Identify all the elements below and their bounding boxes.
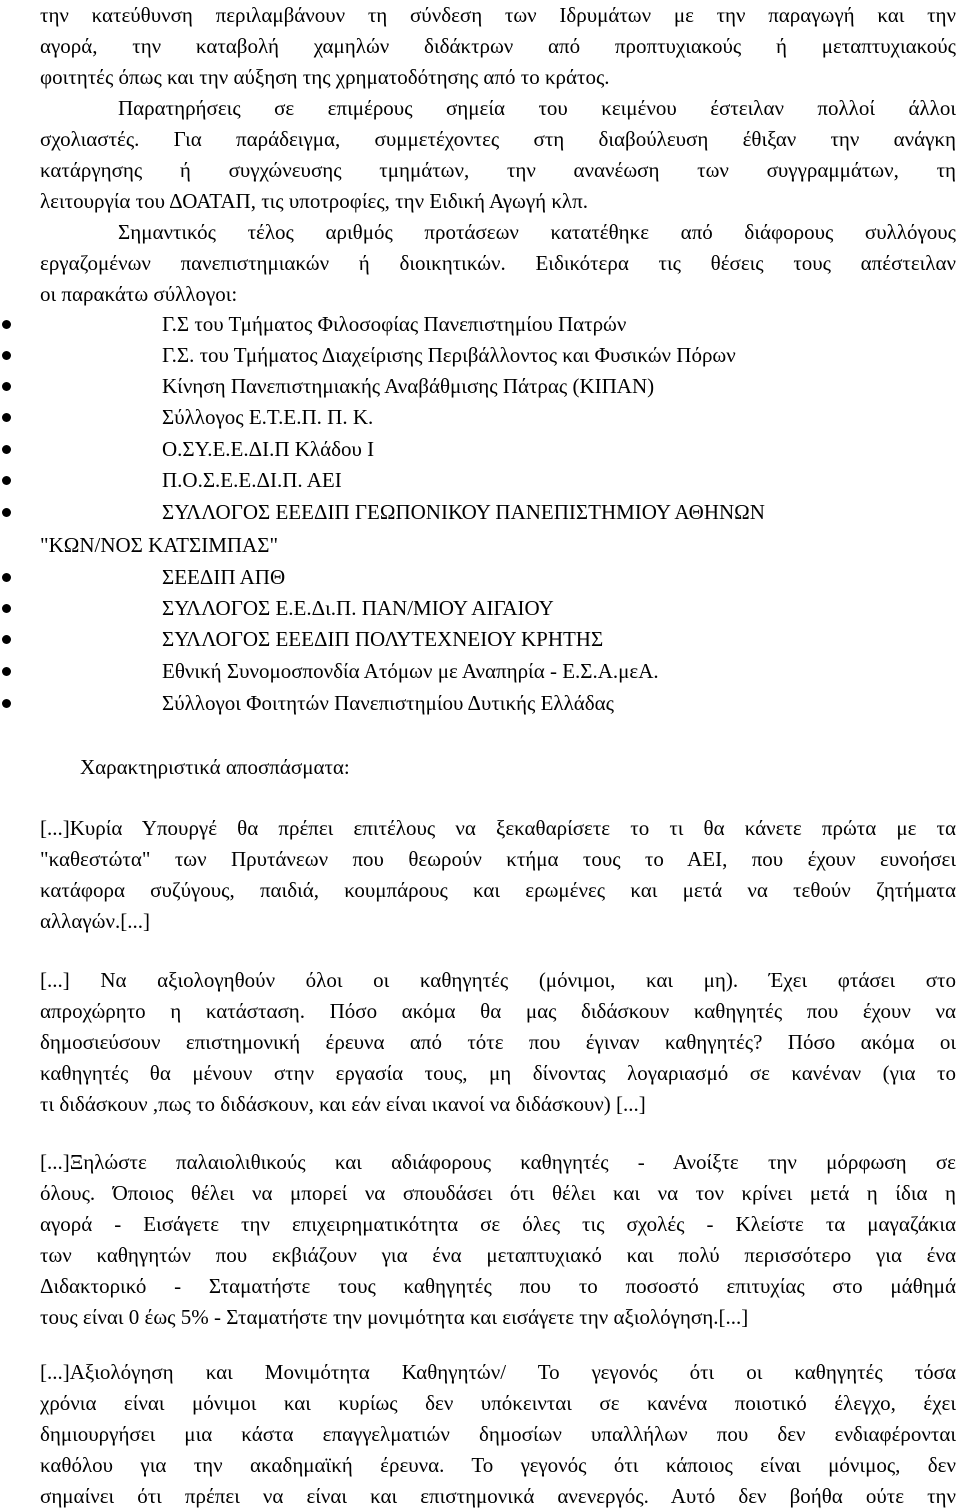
list-item xyxy=(0,309,960,340)
quote-paragraph xyxy=(40,813,956,937)
list-item xyxy=(0,434,960,465)
text-line: αγορά, την καταβολή χαμηλών διδάκτρων από προπτυχιακούς ή μεταπτυχιακούς xyxy=(40,34,956,58)
text-line: αγορά - Εισάγετε την επιχειρηματικότητα σε όλες τις σχολές - Κλείστε τα μαγαζάκια xyxy=(40,1212,956,1236)
bullet-icon xyxy=(2,635,11,644)
bullet-icon xyxy=(2,604,11,613)
text-line: Σημαντικός τέλος αριθμός προτάσεων κατατέθηκε από διάφορους συλλόγους xyxy=(118,220,956,244)
list-item xyxy=(0,465,960,496)
list-item xyxy=(0,340,960,371)
text-line: αλλαγών.[...] xyxy=(40,909,150,933)
list-item-text: Ο.ΣΥ.Ε.Ε.ΔΙ.Π Κλάδου Ι xyxy=(162,437,375,461)
text-line: Παρατηρήσεις σε επιμέρους σημεία του κειμένου έστειλαν πολλοί άλλοι xyxy=(118,96,956,120)
list-item xyxy=(0,371,960,402)
text-line: τους είναι 0 έως 5% - Σταματήστε την μονιμότητα και εισάγετε την αξιολόγηση.[...] xyxy=(40,1305,749,1329)
text-line: [...]Ξηλώστε παλαιολιθικούς και αδιάφορους καθηγητές - Ανοίξτε την μόρφωση σε xyxy=(40,1150,956,1174)
text-line: εργαζομένων πανεπιστημιακών ή διοικητικών. Ειδικότερα τις θέσεις τους απέστειλαν xyxy=(40,251,956,275)
list-item xyxy=(0,562,960,593)
text-line: όλους. Όποιος θέλει να μπορεί να σπουδάσει ότι θέλει και να τον κρίνει μετά η ίδια η xyxy=(40,1181,956,1205)
list-item xyxy=(0,497,960,528)
list-item-text: ΣΥΛΛΟΓΟΣ ΕΕΕΔΙΠ ΠΟΛΥΤΕΧΝΕΙΟΥ ΚΡΗΤΗΣ xyxy=(162,627,604,651)
bullet-icon xyxy=(2,351,11,360)
list-item xyxy=(0,593,960,624)
bullet-icon xyxy=(2,382,11,391)
list-item-text: Σύλλογος Ε.Τ.Ε.Π. Π. Κ. xyxy=(162,405,374,429)
text-line: απροχώρητο η κατάσταση. Πόσο ακόμα θα μας διδάσκουν καθηγητές που έχουν να xyxy=(40,999,956,1023)
list-item-text: Κίνηση Πανεπιστημιακής Αναβάθμισης Πάτρας (ΚΙΠΑΝ) xyxy=(162,374,655,398)
list-item-text: ΣΥΛΛΟΓΟΣ Ε.Ε.Δι.Π. ΠΑΝ/ΜΙΟΥ ΑΙΓΑΙΟΥ xyxy=(162,596,554,620)
excerpts-heading: Χαρακτηριστικά αποσπάσματα: xyxy=(80,755,350,779)
list-item-text: ΣΥΛΛΟΓΟΣ ΕΕΕΔΙΠ ΓΕΩΠΟΝΙΚΟΥ ΠΑΝΕΠΙΣΤΗΜΙΟΥ ΑΘΗΝΩΝ xyxy=(162,500,765,524)
list-item-text: Π.Ο.Σ.Ε.Ε.ΔΙ.Π. ΑΕΙ xyxy=(162,468,342,492)
text-line: [...]Αξιολόγηση και Μονιμότητα Καθηγητών/ Το γεγονός ότι οι καθηγητές τόσα xyxy=(40,1360,956,1384)
quote-paragraph xyxy=(40,1147,956,1333)
bullet-icon xyxy=(2,699,11,708)
list-item xyxy=(0,656,960,687)
bullet-icon xyxy=(2,413,11,422)
bullet-icon xyxy=(2,508,11,517)
list-item xyxy=(0,402,960,433)
list-item-continuation: "ΚΩΝ/ΝΟΣ ΚΑΤΣΙΜΠΑΣ" xyxy=(40,533,279,557)
text-line: λειτουργία του ΔΟΑΤΑΠ, τις υποτροφίες, την Ειδική Αγωγή κλπ. xyxy=(40,189,588,213)
text-line: [...] Να αξιολογηθούν όλοι οι καθηγητές (μόνιμοι, και μη). Έχει φτάσει στο xyxy=(40,968,956,992)
bullet-icon xyxy=(2,476,11,485)
text-line: χρόνια είναι μόνιμοι και κυρίως δεν υπόκεινται σε κανένα ποιοτικό έλεγχο, έχει xyxy=(40,1391,956,1415)
text-line: καθόλου για την ακαδημαϊκή έρευνα. Το γεγονός ότι κάποιος είναι μόνιμος, δεν xyxy=(40,1453,956,1477)
text-line: [...]Κυρία Υπουργέ θα πρέπει επιτέλους να ξεκαθαρίσετε το τι θα κάνετε πρώτα με τα xyxy=(40,816,956,840)
intro-paragraph xyxy=(40,0,956,93)
text-line: σχολιαστές. Για παράδειγμα, συμμετέχοντες στη διαβούλευση έθιξαν την ανάγκη xyxy=(40,127,956,151)
text-line: δημιουργήσει μια κάστα επαγγελματιών δημοσίων υπαλλήλων που δεν ενδιαφέρονται xyxy=(40,1422,956,1446)
list-item-text: Σύλλογοι Φοιτητών Πανεπιστημίου Δυτικής Ελλάδας xyxy=(162,691,614,715)
text-line: Διδακτορικό - Σταματήστε τους καθηγητές που το ποσοστό επιτυχίας στο μάθημά xyxy=(40,1274,956,1298)
text-line: τι διδάσκουν ,πως το διδάσκουν, και εάν είναι ικανοί να διδάσκουν) [...] xyxy=(40,1092,646,1116)
associations-intro-paragraph xyxy=(40,217,956,310)
bullet-icon xyxy=(2,573,11,582)
bullet-icon xyxy=(2,667,11,676)
quote-paragraph xyxy=(40,965,956,1120)
bullet-icon xyxy=(2,320,11,329)
list-item-text: Εθνική Συνομοσπονδία Ατόμων με Αναπηρία - Ε.Σ.Α.μεΑ. xyxy=(162,659,659,683)
list-item xyxy=(0,624,960,655)
text-line: την κατεύθυνση περιλαμβάνουν τη σύνδεση των Ιδρυμάτων με την παραγωγή και την xyxy=(40,3,956,27)
quote-paragraph xyxy=(40,1357,956,1512)
text-line: κατάφορα συζύγους, παιδιά, κουμπάρους και ερωμένες και μετά να τεθούν ζητήματα xyxy=(40,878,956,902)
text-line: των καθηγητών που εκβιάζουν για ένα μεταπτυχιακό και πολύ περισσότερο για ένα xyxy=(40,1243,956,1267)
text-line: σημαίνει ότι πρέπει να είναι και επιστημονικά ανενεργός. Αυτό δεν βοήθα ούτε την xyxy=(40,1484,956,1508)
list-item-text: ΣΕΕΔΙΠ ΑΠΘ xyxy=(162,565,286,589)
bullet-icon xyxy=(2,445,11,454)
text-line: δημοσιεύσουν επιστημονική έρευνα από τότε που έγιναν καθηγητές? Πόσο ακόμα οι xyxy=(40,1030,956,1054)
list-item xyxy=(0,688,960,719)
list-item-text: Γ.Σ. του Τμήματος Διαχείρισης Περιβάλλοντος και Φυσικών Πόρων xyxy=(162,343,736,367)
list-item-text: Γ.Σ του Τμήματος Φιλοσοφίας Πανεπιστημίου Πατρών xyxy=(162,312,627,336)
text-line: καθηγητές θα μένουν στην εργασία τους, μη δίνοντας λογαριασμό σε κανέναν (για το xyxy=(40,1061,956,1085)
text-line: οι παρακάτω σύλλογοι: xyxy=(40,282,238,306)
text-line: φοιτητές όπως και την αύξηση της χρηματοδότησης από το κράτος. xyxy=(40,65,610,89)
text-line: "καθεστώτα" των Πρυτάνεων που θεωρούν κτήμα τους το ΑΕΙ, που έχουν ευνοήσει xyxy=(40,847,956,871)
text-line: κατάργησης ή συγχώνευσης τμημάτων, την ανανέωση των συγγραμμάτων, τη xyxy=(40,158,956,182)
comments-paragraph xyxy=(40,93,956,217)
